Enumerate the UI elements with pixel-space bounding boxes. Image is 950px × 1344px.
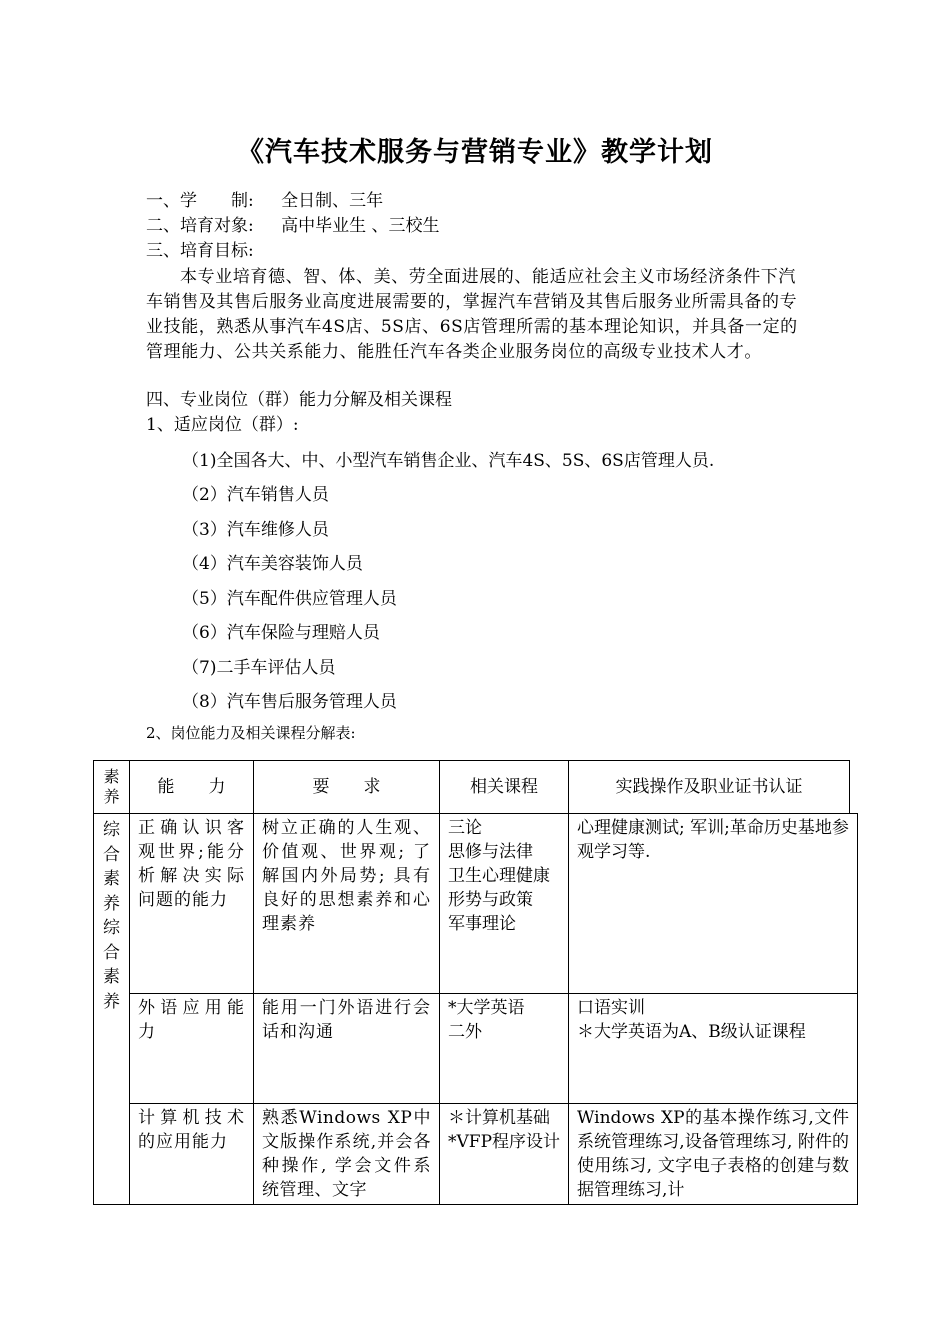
subsection-1-label: 1、适应岗位（群）: — [146, 415, 299, 435]
requirement-cell: 能用一门外语进行会话和沟通 — [253, 993, 440, 1104]
section-2 — [146, 214, 440, 238]
position-item: （1)全国各大、中、小型汽车销售企业、汽车4S、5S、6S店管理人员. — [182, 451, 715, 471]
courses-cell — [439, 1103, 569, 1205]
section-2-label: 二、培育对象: — [146, 216, 254, 236]
section-3-label: 三、培育目标: — [146, 241, 254, 261]
subsection-2-label: 2、岗位能力及相关课程分解表: — [146, 724, 356, 742]
ability-cell: 外语应用能力 — [129, 993, 254, 1104]
position-item: （6）汽车保险与理赔人员 — [182, 623, 380, 643]
ability-cell: 计算机技术的应用能力 — [129, 1103, 254, 1205]
page-title: 《汽车技术服务与营销专业》教学计划 — [237, 137, 713, 168]
course-item: 思修与法律 — [448, 842, 533, 862]
section-2-value: 高中毕业生 、三校生 — [281, 216, 440, 236]
course-item: 卫生心理健康 — [448, 866, 550, 886]
header-cell-practice: 实践操作及职业证书认证 — [568, 760, 850, 814]
requirement-cell: 树立正确的人生观、价值观、世界观; 了解国内外局势; 具有良好的思想素养和心理素养 — [253, 813, 440, 994]
position-item: （2）汽车销售人员 — [182, 485, 329, 505]
header-cell-courses: 相关课程 — [439, 760, 569, 814]
course-item: *大学英语 — [448, 998, 525, 1018]
category-cell — [93, 813, 130, 1205]
course-item: 军事理论 — [448, 914, 516, 934]
practice-line: ＊大学英语为A、B级认证课程 — [577, 1022, 806, 1042]
practice-cell — [568, 993, 858, 1104]
category-text: 综合素养综合素养 — [103, 820, 120, 1012]
header-cell-category: 素养 — [93, 760, 130, 814]
courses-cell — [439, 813, 569, 994]
ability-cell: 正确认识客观世界;能分析解决实际问题的能力 — [129, 813, 254, 994]
courses-cell — [439, 993, 569, 1104]
course-item: *VFP程序设计 — [448, 1132, 561, 1152]
section-1 — [146, 189, 383, 213]
section-1-value: 全日制、三年 — [281, 191, 384, 211]
position-item: （7)二手车评估人员 — [182, 658, 336, 678]
course-item: 形势与政策 — [448, 890, 533, 910]
position-item: （8）汽车售后服务管理人员 — [182, 692, 397, 712]
requirement-cell: 熟悉Windows XP中文版操作系统,并会各种操作, 学会文件系统管理、文字 — [253, 1103, 440, 1205]
position-item: （4）汽车美容装饰人员 — [182, 554, 363, 574]
course-item: 三论 — [448, 818, 482, 838]
position-item: （5）汽车配件供应管理人员 — [182, 589, 397, 609]
goal-paragraph: 本专业培育德、智、体、美、劳全面进展的、能适应社会主义市场经济条件下汽车销售及其售后服务业高度进展需要的，掌握汽车营销及其售后服务业所需具备的专业技能，熟悉从事汽车4S店、5S店、6S店管理所需的基本理论知识，并具备一定的管理能力、公共关系能力、能胜任汽车各类企业服务岗位的高级专业技术人才。 — [146, 267, 798, 362]
section-1-label: 一、学 制: — [146, 191, 254, 211]
practice-cell: 心理健康测试; 军训;革命历史基地参观学习等. — [568, 813, 858, 994]
header-cell-requirement: 要 求 — [253, 760, 440, 814]
section-4-label: 四、专业岗位（群）能力分解及相关课程 — [146, 390, 452, 410]
course-item: 二外 — [448, 1022, 482, 1042]
practice-cell: Windows XP的基本操作练习,文件系统管理练习,设备管理练习, 附件的使用练习, 文字电子表格的创建与数据管理练习,计 — [568, 1103, 858, 1205]
header-cell-ability: 能 力 — [129, 760, 254, 814]
practice-line: 口语实训 — [577, 998, 645, 1018]
position-item: （3）汽车维修人员 — [182, 520, 329, 540]
course-item: ＊计算机基础 — [448, 1108, 550, 1128]
